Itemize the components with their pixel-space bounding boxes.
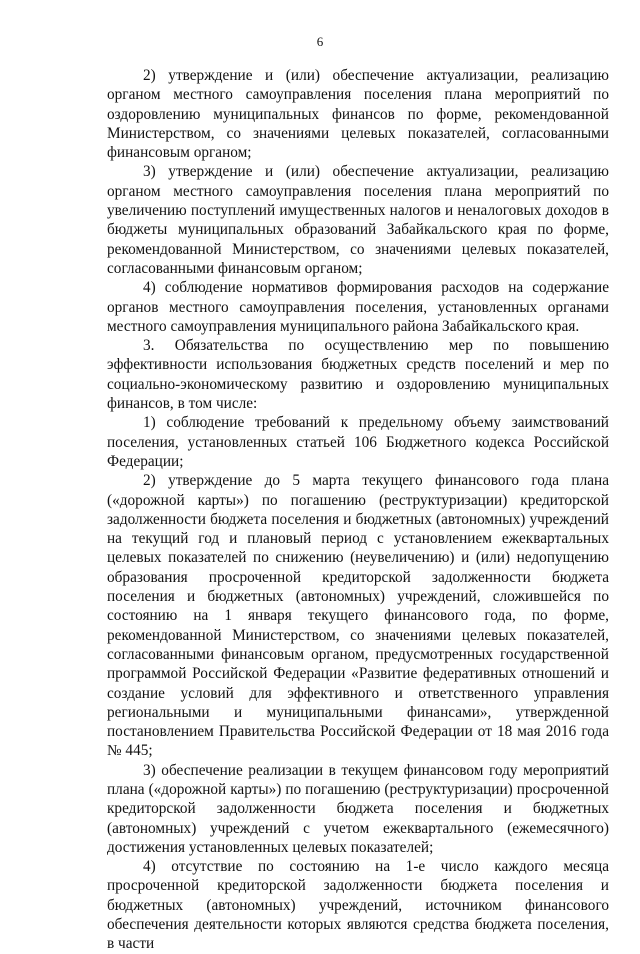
paragraph-item-1-borrowing-limits: 1) соблюдение требований к предельному объему заимствований поселения, установленных статьей 106 Бюджетного кодекса Российской Федерации;	[107, 414, 609, 470]
document-body	[107, 66, 609, 954]
paragraph-item-2-action-plan: 2) утверждение и (или) обеспечение актуализации, реализацию органом местного самоуправления поселения плана мероприятий по оздоровлению муниципальных финансов по форме, рекомендованной Министерством, со значениями целевых показателей, согласованными финансовым органом;	[107, 67, 609, 162]
paragraph-item-2-roadmap: 2) утверждение до 5 марта текущего финансового года плана («дорожной карты») по погашению (реструктуризации) кредиторской задолженности бюджета поселения и бюджетных (автономных) учреждений на текущий год и плановый период с установлением ежеквартальных целевых показателей по снижению (неувеличению) и (или) недопущению образования просроченной кредиторской задолженности бюджета поселения и бюджетных (автономных) учреждений, сложившейся по состоянию на 1 января текущего финансового года, по форме, рекомендованной Министерством, со значениями целевых показателей, согласованными финансовым органом, предусмотренных государственной программой Российской Федерации «Развитие федеративных отношений и создание условий для эффективного и ответственного управления региональными и муниципальными финансами», утвержденной постановлением Правительства Российской Федерации от 18 мая 2016 года № 445;	[107, 472, 609, 760]
page-number: 6	[316, 34, 324, 49]
paragraph-item-3-revenue-plan: 3) утверждение и (или) обеспечение актуализации, реализацию органом местного самоуправления поселения плана мероприятий по увеличению поступлений имущественных налогов и неналоговых доходов в бюджеты муниципальных образований Забайкальского края по форме, рекомендованной Министерством, со значениями целевых показателей, согласованными финансовым органом;	[107, 163, 609, 277]
paragraph-item-4-no-overdue-debt: 4) отсутствие по состоянию на 1-е число каждого месяца просроченной кредиторской задолженности бюджета поселения и бюджетных (автономных) учреждений, источником финансового обеспечения деятельности которых являются средства бюджета поселения, в части	[107, 858, 609, 953]
paragraph-item-4-expense-norms: 4) соблюдение нормативов формирования расходов на содержание органов местного самоуправления поселения, установленных органами местного самоуправления муниципального района Забайкальского края.	[107, 279, 609, 335]
paragraph-section-3-obligations: 3. Обязательства по осуществлению мер по повышению эффективности использования бюджетных средств поселений и мер по социально-экономическому развитию и оздоровлению муниципальных финансов, в том числе:	[107, 337, 609, 413]
paragraph-item-3-roadmap-execution: 3) обеспечение реализации в текущем финансовом году мероприятий плана («дорожной карты») по погашению (реструктуризации) просроченной кредиторской задолженности бюджета поселения и бюджетных (автономных) учреждений с учетом ежеквартального (ежемесячного) достижения установленных целевых показателей;	[107, 761, 609, 856]
